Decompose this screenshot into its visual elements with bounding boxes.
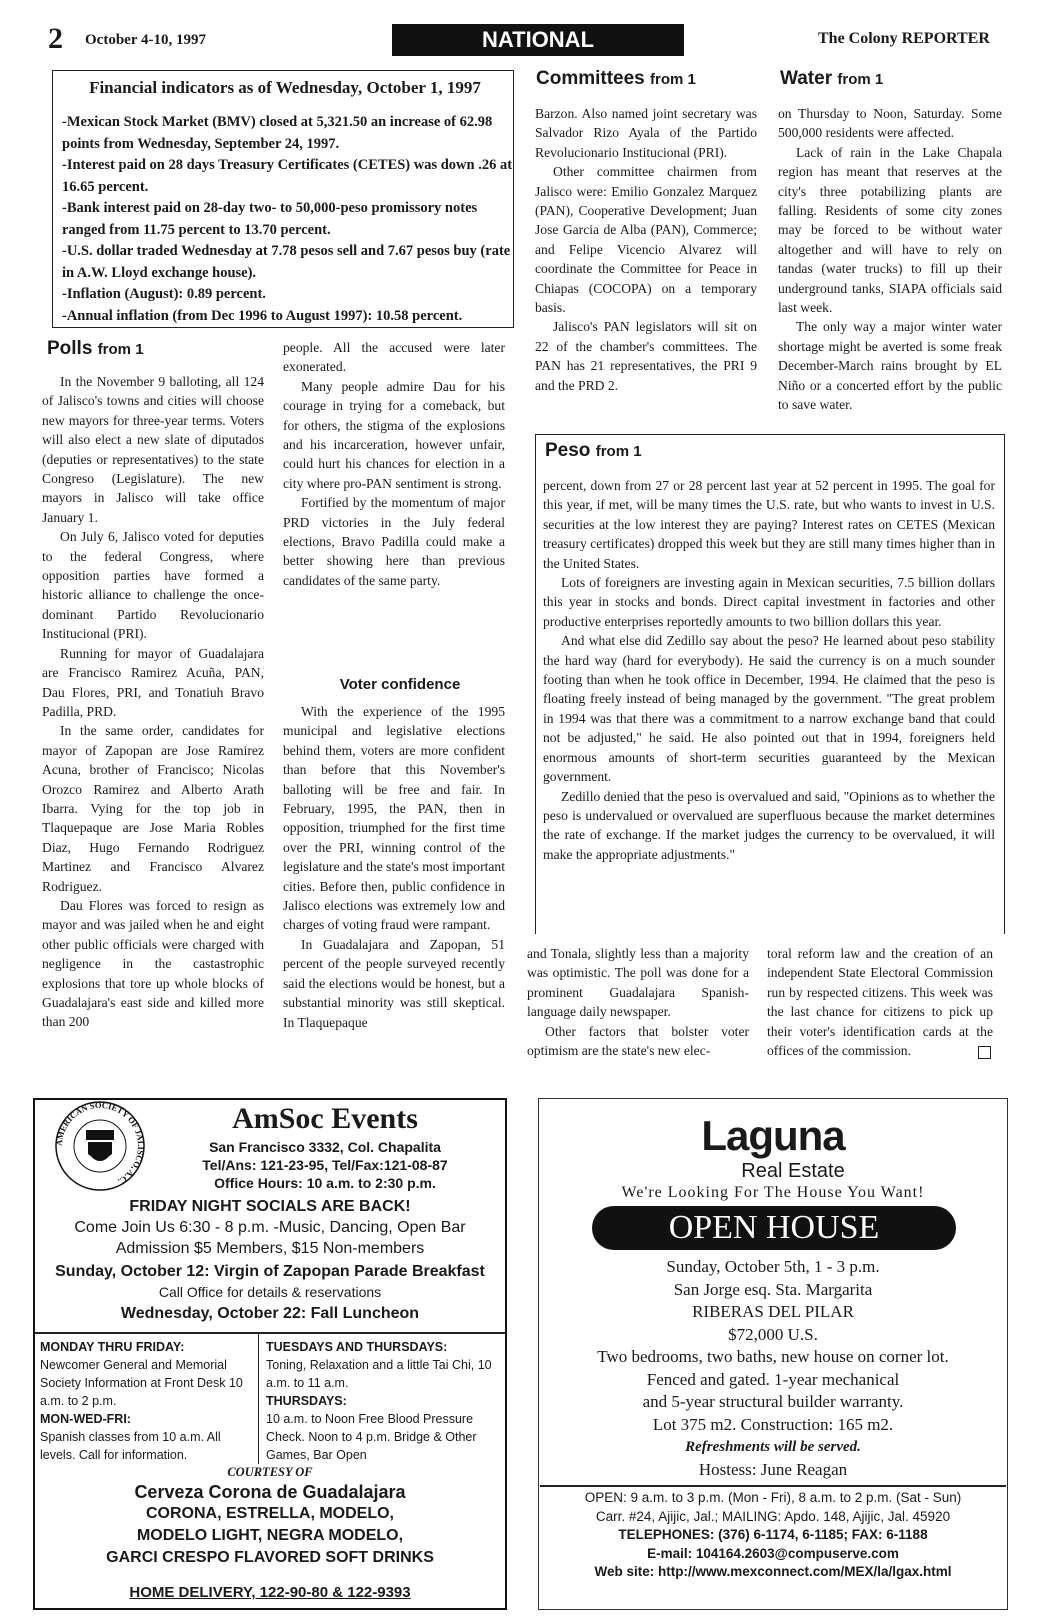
kicker-word: Peso (545, 440, 591, 461)
financial-item: -Interest paid on 28 days Treasury Certificates (CETES) was down .26 at 16.65 percent. (62, 157, 513, 195)
schedule-heading: MONDAY THRU FRIDAY: (40, 1340, 185, 1354)
paragraph: Many people admire Dau for his courage in trying for a comeback, but for others, the stigma of the explosions and his incarceration, however unfair, could hurt his chances for election in a city where pro-PAN sentiment is strong. (283, 378, 505, 491)
schedule-heading: THURSDAYS: (266, 1394, 347, 1408)
polls-kicker (47, 338, 144, 360)
paragraph: percent, down from 27 or 28 percent last year at 52 percent in 1995. The goal for this year, if met, will be many times the U.S. rate, but who wants to invest in U.S. securities at the low interest they are paying? Interest rates on CETES (Mexican treasury certificates) dropped this week but they are still many times higher than in the United States. (543, 478, 995, 571)
paragraph: In the same order, candidates for mayor of Zapopan are Jose Ramirez Acuna, brother of Francisco; Nicolas Orozco Ramirez and Alberto Arath Ibarra. Vying for the top job in Tlaquepaque are Jose Maria Robles Diaz, Hugo Fernando Rodriguez Martinez and Francisco Alvarez Rodriguez. (42, 723, 264, 894)
paragraph: Jalisco's PAN legislators will sit on 22 of the chamber's committees. The PAN has 21 representatives, the PRI 9 and the PRD 2. (535, 319, 757, 393)
telephones: TELEPHONES: (376) 6-1174, 6-1185; FAX: 6-1188 (618, 1527, 928, 1542)
house-description: Two bedrooms, two baths, new house on corner lot. (597, 1347, 949, 1366)
schedule-text: Newcomer General and Memorial Society Information at Front Desk 10 a.m. to 2 p.m. (40, 1358, 243, 1408)
amsoc-admission: Admission $5 Members, $15 Non-members (115, 1240, 425, 1257)
sponsor-brands: MODELO LIGHT, NEGRA MODELO, (136, 1527, 404, 1544)
amsoc-events (36, 1196, 504, 1324)
paragraph: Other committee chairmen from Jalisco were: Emilio Gonzalez Marquez (PAN), Cooperative Development; Juan Jose Garcia de Alba (PAN), Commerce; and Felipe Vicencio Alvarez will coordinate the Committee for Peace in Chiapas (COCOPA) on a temporary basis. (535, 164, 757, 316)
financial-item: -Inflation (August): 0.89 percent. (62, 286, 266, 302)
paragraph: And what else did Zedillo say about the peso? He learned about peso stability the hard way (hard for everybody). He said the currency is on a much sounder footing than when he took office in December, 1994. He claimed that the peso is floating freely instead of being managed by the government. "The great problem in 1994 was that there was a commitment to a narrow exchange band that could not be adjusted," he said. He also pointed out that in 1994, foreigners held enormous amounts of short-term securities guaranteed by the Mexican government. (543, 633, 995, 785)
paragraph: On July 6, Jalisco voted for deputies to the federal Congress, where opposition parties have formed a historic alliance to challenge the once-dominant Partido Revolucionario Institucional (PRI). (42, 529, 264, 642)
schedule-heading: MON-WED-FRI: (40, 1412, 131, 1426)
paragraph: Barzon. Also named joint secretary was Salvador Rizo Ayala of the Partido Revolucionario Institucional (PRI). (535, 106, 757, 160)
kicker-from: from 1 (650, 71, 696, 88)
laguna-contact (538, 1489, 1008, 1582)
office-hours: OPEN: 9 a.m. to 3 p.m. (Mon - Fri), 8 a.m. to 2 p.m. (Sat - Sun) (584, 1490, 962, 1505)
amsoc-phones: Tel/Ans: 121-23-95, Tel/Fax:121-08-87 (202, 1157, 448, 1173)
polls-column-2 (283, 338, 505, 590)
kicker-word: Committees (536, 68, 645, 89)
financial-item: -Mexican Stock Market (BMV) closed at 5,321.50 an increase of 62.98 points from Wednesday, September 24, 1997. (62, 114, 493, 152)
house-description: and 5-year structural builder warranty. (642, 1392, 904, 1411)
paragraph: With the experience of the 1995 municipal and legislative elections behind them, voters are more confident than before that this November's balloting will be free and fair. In February, 1995, the PAN, then in opposition, triumphed for the first time over the PRI, winning control of the legislature and the state's most important cities. Before then, public confidence in Jalisco elections was extremely low and charges of voting fraud were rampant. (283, 704, 505, 933)
sponsor-brands: GARCI CRESPO FLAVORED SOFT DRINKS (106, 1549, 434, 1566)
paragraph: Zedillo denied that the peso is overvalued and said, "Opinions as to whether the peso is undervalued or overvalued are superfluous because the market determines the rate of exchange. If the market judges the currency to be overvalued, it will make the appropriate adjustments." (543, 788, 995, 862)
laguna-details (538, 1256, 1008, 1481)
financial-item: -Bank interest paid on 28-day two- to 50,000-peso promissory notes ranged from 11.75 percent to 13.70 percent. (62, 200, 478, 238)
paragraph: toral reform law and the creation of an independent State Electoral Commission run by respected citizens. This week was the last chance for citizens to pick up their voter's identification cards at the offices of the commission. (767, 946, 993, 1059)
seal-text: AMERICAN SOCIETY OF JALISCO, A.C. (53, 1099, 147, 1187)
schedule-text: Spanish classes from 10 a.m. All levels. Call for information. (40, 1430, 221, 1462)
paragraph: Other factors that bolster voter optimism are the state's new elec- (527, 1023, 749, 1059)
paragraph: Lots of foreigners are investing again in Mexican securities, 7.5 billion dollars this year in stocks and bonds. Direct capital investment in factories and other productive enterprises reportedly amounts to two billion dollars this year. (543, 575, 995, 629)
laguna-logo: Laguna (701, 1112, 845, 1159)
amsoc-oct22: Wednesday, October 22: Fall Luncheon (120, 1305, 420, 1322)
kicker-word: Water (780, 68, 833, 89)
paragraph: Fortified by the momentum of major PRD victories in the July federal elections, Bravo Padilla could make a better showing here than previous candidates of the same party. (283, 495, 505, 588)
polls-column-2b (283, 702, 505, 1032)
amsoc-column-divider (258, 1334, 259, 1464)
polls-column-3 (527, 944, 749, 1060)
financial-title: Financial indicators as of Wednesday, October 1, 1997 (89, 78, 481, 97)
amsoc-left-schedule (40, 1338, 252, 1464)
website[interactable]: Web site: http://www.mexconnect.com/MEX/la/lgax.html (594, 1564, 952, 1579)
voter-confidence-subhead: Voter confidence (339, 676, 461, 693)
kicker-from: from 1 (595, 443, 642, 460)
hostess: Hostess: June Reagan (698, 1459, 848, 1479)
financial-item: -U.S. dollar traded Wednesday at 7.78 pesos sell and 7.67 pesos buy (rate in A.W. Lloyd exchange house). (62, 243, 511, 281)
end-mark-icon (978, 1046, 991, 1059)
amsoc-call: Call Office for details & reservations (158, 1284, 382, 1300)
open-house-banner: OPEN HOUSE (592, 1206, 956, 1250)
committees-column (535, 104, 757, 395)
committees-kicker (536, 68, 696, 90)
refreshments-note: Refreshments will be served. (685, 1439, 861, 1455)
peso-kicker (545, 440, 642, 462)
amsoc-contact (150, 1138, 500, 1192)
amsoc-delivery: HOME DELIVERY, 122-90-80 & 122-9393 (129, 1584, 411, 1601)
paragraph: In the November 9 balloting, all 124 of Jalisco's towns and cities will choose new mayors for three-year terms. Voters will also elect a new slate of diputados (deputies or representatives) to the state Congreso (Legislature). The new mayors in Jalisco will take office January 1. (42, 374, 264, 525)
schedule-text: Toning, Relaxation and a little Tai Chi, 10 a.m. to 11 a.m. (266, 1358, 492, 1390)
house-description: Fenced and gated. 1-year mechanical (646, 1369, 900, 1389)
peso-column (543, 476, 995, 864)
schedule-text: 10 a.m. to Noon Free Blood Pressure Check. Noon to 4 p.m. Bridge & Other Games, Bar Open (266, 1412, 477, 1462)
sponsor-name: Cerveza Corona de Guadalajara (134, 1482, 406, 1502)
kicker-from: from 1 (837, 71, 884, 88)
sponsor-brands: CORONA, ESTRELLA, MODELO, (146, 1505, 394, 1522)
laguna-divider (540, 1485, 1006, 1487)
amsoc-hours: Office Hours: 10 a.m. to 2:30 p.m. (214, 1175, 436, 1191)
water-column (778, 104, 1002, 415)
laguna-tagline: We're Looking For The House You Want! (621, 1184, 925, 1201)
kicker-word: Polls (47, 338, 93, 359)
water-kicker (780, 68, 883, 90)
paper-name: The Colony REPORTER (818, 30, 990, 47)
open-house-where: San Jorge esq. Sta. Margarita (673, 1279, 873, 1299)
amsoc-socials: FRIDAY NIGHT SOCIALS ARE BACK! (129, 1198, 411, 1215)
email[interactable]: E-mail: 104164.2603@compuserve.com (647, 1545, 899, 1561)
amsoc-title: AmSoc Events (232, 1102, 418, 1135)
mailing-address: Carr. #24, Ajijic, Jal.; MAILING: Apdo. 148, Ajijic, Jal. 45920 (595, 1508, 951, 1524)
paragraph: on Thursday to Noon, Saturday. Some 500,000 residents were affected. (778, 106, 1002, 141)
amsoc-address: San Francisco 3332, Col. Chapalita (209, 1139, 441, 1155)
paragraph: Lack of rain in the Lake Chapala region has meant that reserves at the city's three potabilizing plants are falling. Residents of some city zones may be forced to be without water altogether and will have to rely on tandas (water trucks) to fill up their underground tanks, SIAPA officials said last week. (778, 144, 1002, 316)
open-house-when: Sunday, October 5th, 1 - 3 p.m. (666, 1257, 880, 1276)
paragraph: Running for mayor of Guadalajara are Francisco Ramirez Acuña, PAN, Dau Flores, PRI, and Tonatiuh Bravo Padilla, PRD. (42, 645, 264, 719)
laguna-subtitle: Real Estate (741, 1160, 845, 1182)
amsoc-oct12: Sunday, October 12: Virgin of Zapopan Parade Breakfast (55, 1263, 485, 1280)
paragraph: people. All the accused were later exonerated. (283, 340, 505, 375)
issue-date: October 4-10, 1997 (85, 32, 206, 48)
paragraph: The only way a major winter water shortage might be averted is some freak December-March rains brought by EL Niño or a concerted effort by the public to save water. (778, 319, 1002, 413)
paragraph: Dau Flores was forced to resign as mayor and was jailed when he and eight other public officials were charged with negligence in the castastrophic explosions that tore up whole blocks of Guadalajara's east side and killed more than 200 (42, 897, 264, 1030)
amsoc-courtesy: COURTESY OF (227, 1465, 313, 1479)
financial-item: -Annual inflation (from Dec 1996 to August 1997): 10.58 percent. (62, 307, 463, 324)
schedule-heading: TUESDAYS AND THURSDAYS: (266, 1340, 448, 1354)
polls-column-4 (767, 944, 993, 1060)
financial-items (62, 112, 514, 327)
amsoc-right-schedule (266, 1338, 500, 1464)
section-banner: NATIONAL (392, 24, 684, 56)
open-house-area: RIBERAS DEL PILAR (692, 1302, 854, 1321)
open-house-price: $72,000 U.S. (728, 1324, 818, 1344)
polls-column-1 (42, 372, 264, 1032)
paragraph: and Tonala, slightly less than a majority was optimistic. The poll was done for a prominent Guadalajara Spanish-language daily newspaper. (527, 946, 749, 1020)
amsoc-come: Come Join Us 6:30 - 8 p.m. -Music, Dancing, Open Bar (74, 1219, 466, 1236)
amsoc-seal-icon (52, 1098, 148, 1194)
paragraph: In Guadalajara and Zapopan, 51 percent of the people surveyed recently said the elections would be honest, but a substantial minority was still skeptical. In Tlaquepaque (283, 936, 505, 1030)
kicker-from: from 1 (97, 341, 144, 358)
house-description: Lot 375 m2. Construction: 165 m2. (652, 1414, 894, 1434)
amsoc-divider (35, 1332, 505, 1334)
amsoc-sponsor (36, 1481, 504, 1569)
page-number: 2 (48, 22, 63, 55)
